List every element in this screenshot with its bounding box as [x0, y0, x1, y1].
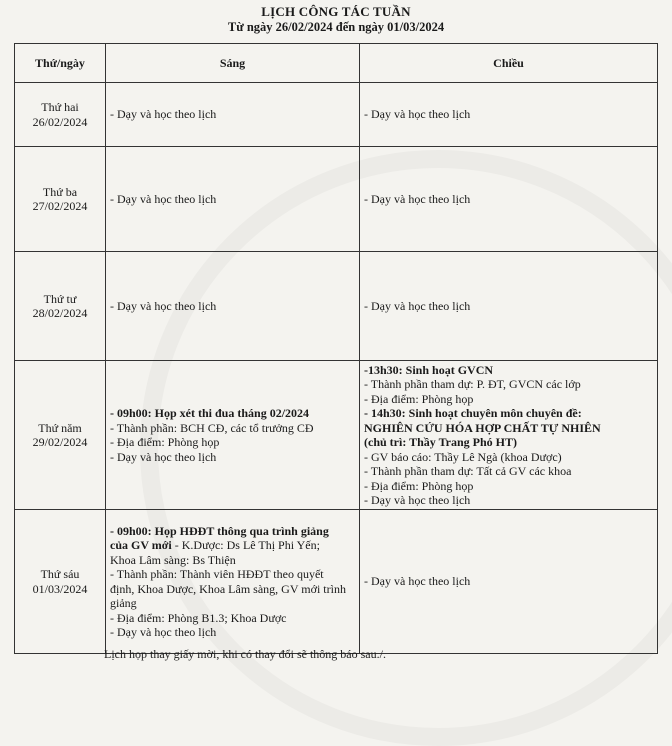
afternoon-line: - Thành phần tham dự: P. ĐT, GVCN các lớp — [364, 377, 581, 391]
afternoon-line: (chủ trì: Thầy Trang Phó HT) — [364, 435, 518, 449]
morning-line: - Thành phần: BCH CĐ, các tổ trưởng CĐ — [110, 420, 314, 435]
table-header-row — [15, 44, 658, 83]
afternoon-cell — [360, 510, 658, 654]
table-row — [15, 83, 658, 147]
day-cell — [15, 361, 106, 510]
day-name: Thứ tư — [43, 291, 77, 306]
morning-line: - Địa điểm: Phòng họp — [110, 435, 220, 449]
afternoon-line: - Thành phần tham dự: Tất cả GV các khoa — [364, 464, 572, 478]
afternoon-line: - Dạy và học theo lịch — [364, 107, 471, 122]
morning-line: - Dạy và học theo lịch — [110, 449, 217, 464]
day-date: 27/02/2024 — [32, 199, 88, 213]
day-cell — [15, 147, 106, 252]
morning-cell — [106, 510, 360, 654]
day-name: Thứ sáu — [40, 567, 80, 581]
morning-line: - Địa điểm: Phòng B1.3; Khoa Dược — [110, 610, 287, 625]
day-date: 29/02/2024 — [32, 435, 88, 449]
table-row — [15, 147, 658, 252]
document-date-range: Từ ngày 26/02/2024 đến ngày 01/03/2024 — [227, 20, 445, 34]
day-name: Thứ hai — [41, 100, 79, 114]
morning-line: - Thành phần: Thành viên HĐĐT theo quyết — [110, 567, 324, 581]
morning-line: - Dạy và học theo lịch — [110, 298, 217, 313]
afternoon-line: - Địa điểm: Phòng họp — [364, 391, 474, 406]
morning-line: của GV mới — [110, 538, 172, 552]
day-cell — [15, 510, 106, 654]
day-date: 26/02/2024 — [32, 114, 88, 129]
header-afternoon: Chiều — [360, 44, 658, 83]
afternoon-line: - Địa điểm: Phòng họp — [364, 478, 474, 493]
afternoon-line: - Dạy và học theo lịch — [364, 191, 471, 206]
table-row — [15, 252, 658, 361]
table-row — [15, 361, 658, 510]
header-morning: Sáng — [106, 44, 360, 83]
afternoon-line: - Dạy và học theo lịch — [364, 493, 471, 507]
morning-cell — [106, 147, 360, 252]
morning-line: - Dạy và học theo lịch — [110, 191, 217, 206]
day-cell — [15, 83, 106, 147]
afternoon-cell — [360, 361, 658, 510]
afternoon-line: - Dạy và học theo lịch — [364, 574, 471, 589]
afternoon-cell — [360, 83, 658, 147]
morning-line: giảng — [110, 596, 137, 610]
document-header — [0, 0, 672, 35]
day-name: Thứ ba — [42, 184, 78, 199]
morning-line: - K.Dược: Ds Lê Thị Phi Yến; — [171, 538, 320, 552]
afternoon-line: - GV báo cáo: Thầy Lê Ngà (khoa Dược) — [364, 449, 562, 464]
morning-line: - 09h00: Họp HĐĐT thông qua trình giảng — [110, 523, 329, 538]
morning-line: - Dạy và học theo lịch — [110, 625, 217, 639]
morning-line: - Dạy và học theo lịch — [110, 107, 217, 122]
day-name: Thứ năm — [38, 420, 82, 435]
morning-line: - 09h00: Họp xét thi đua tháng 02/2024 — [110, 406, 310, 420]
day-date: 01/03/2024 — [32, 581, 88, 596]
morning-line: Khoa Lâm sàng: Bs Thiện — [110, 552, 236, 567]
afternoon-cell — [360, 252, 658, 361]
afternoon-line: - 14h30: Sinh hoạt chuyên môn chuyên đề: — [364, 406, 582, 420]
header-day: Thứ/ngày — [15, 44, 106, 83]
footer-note: Lịch họp thay giấy mời, khi có thay đổi sẽ thông báo sau./. — [104, 647, 386, 661]
morning-line: định, Khoa Dược, Khoa Lâm sàng, GV mới trình — [110, 581, 346, 596]
afternoon-line: - Dạy và học theo lịch — [364, 298, 471, 313]
table-row — [15, 510, 658, 654]
document-title: LỊCH CÔNG TÁC TUẦN — [261, 4, 411, 19]
afternoon-line: NGHIÊN CỨU HÓA HỢP CHẤT TỰ NHIÊN — [364, 420, 601, 435]
afternoon-line: -13h30: Sinh hoạt GVCN — [364, 362, 494, 377]
morning-cell — [106, 252, 360, 361]
morning-cell — [106, 361, 360, 510]
day-cell — [15, 252, 106, 361]
morning-cell — [106, 83, 360, 147]
weekly-schedule-table — [14, 43, 658, 654]
afternoon-cell — [360, 147, 658, 252]
day-date: 28/02/2024 — [32, 306, 88, 320]
